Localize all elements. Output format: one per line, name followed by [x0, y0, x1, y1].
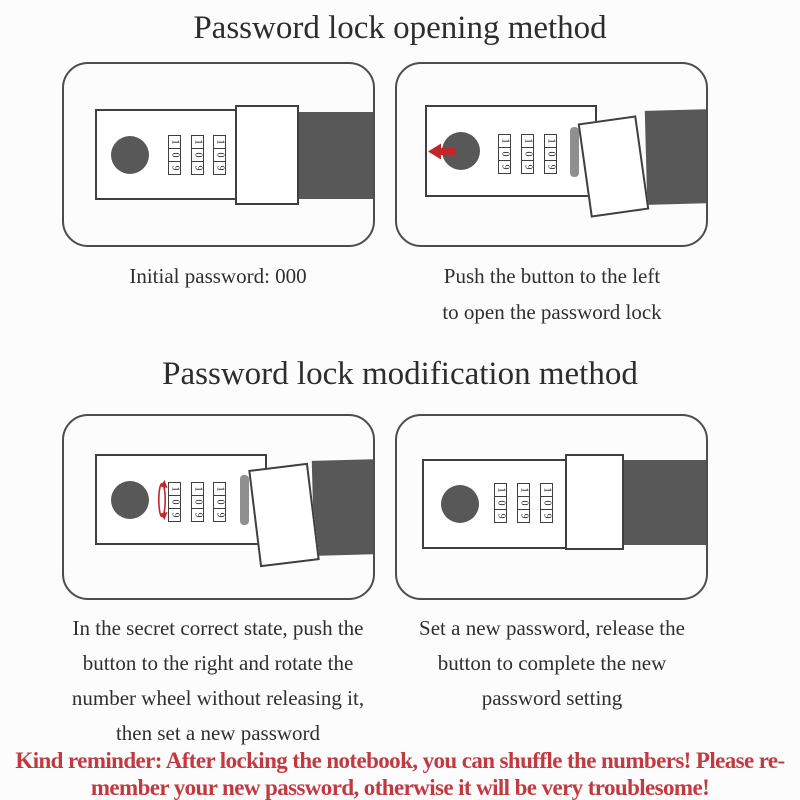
number-wheel	[517, 483, 530, 523]
caption-push-left	[382, 258, 722, 330]
figure-panel-new-password	[395, 414, 708, 600]
wheel-digit-cell: 9	[169, 512, 180, 518]
figure-panel-initial-password	[62, 62, 375, 247]
caption-line: to open the password lock	[442, 300, 662, 324]
wheel-digit-cell: 0	[499, 148, 510, 161]
figure-panel-rotate-wheel	[62, 414, 375, 600]
push-button	[441, 485, 479, 523]
wheel-digit-cell: 0	[192, 496, 203, 509]
wheel-digit-cell: 1	[541, 484, 552, 497]
wheel-digit-cell: 9	[545, 164, 556, 170]
lock-clasp	[565, 454, 624, 550]
wheel-digit-cell: 1	[499, 135, 510, 148]
wheel-digit-cell: 1	[169, 483, 180, 496]
wheel-digit-cell: 0	[214, 149, 225, 162]
wheel-digit-cell: 9	[495, 513, 506, 519]
wheel-digit-cell: 1	[214, 483, 225, 496]
lock-clasp	[235, 105, 299, 205]
clasp-slot	[240, 475, 249, 525]
wheel-digit-cell: 9	[499, 164, 510, 170]
wheel-digit-cell: 9	[518, 513, 529, 519]
wheel-digit-cell: 0	[541, 497, 552, 510]
push-button	[111, 481, 149, 519]
wheel-digit-cell: 9	[169, 165, 180, 171]
caption-line: Push the button to the left	[443, 264, 661, 288]
number-wheel	[494, 483, 507, 523]
wheel-digit-cell: 9	[522, 164, 533, 170]
number-wheel	[168, 482, 181, 522]
page-title-opening: Password lock opening method	[193, 10, 607, 46]
caption-line: password setting	[481, 686, 623, 710]
caption-initial-password	[48, 258, 388, 294]
page-title-modification: Password lock modification method	[162, 356, 638, 392]
caption-line: then set a new password	[115, 721, 321, 745]
caption-line: button to complete the new	[437, 651, 667, 675]
caption-rotate-wheel	[48, 611, 388, 751]
number-wheel	[213, 482, 226, 522]
number-wheel	[544, 134, 557, 174]
wheel-digit-cell: 1	[518, 484, 529, 497]
wheel-digit-cell: 0	[192, 149, 203, 162]
caption-line: number wheel without releasing it,	[71, 686, 365, 710]
wheel-digit-cell: 1	[214, 136, 225, 149]
wheel-digit-cell: 1	[522, 135, 533, 148]
figure-panel-push-left	[395, 62, 708, 247]
wheel-digit-cell: 0	[169, 496, 180, 509]
caption-line: In the secret correct state, push the	[72, 616, 364, 640]
left-arrow-icon	[428, 143, 455, 160]
wheel-digit-cell: 9	[541, 513, 552, 519]
wheel-digit-cell: 0	[214, 496, 225, 509]
wheel-digit-cell: 9	[192, 512, 203, 518]
push-button	[111, 136, 149, 174]
rotate-arrow-icon	[156, 480, 168, 520]
notebook-strap	[624, 460, 708, 545]
number-wheel	[498, 134, 511, 174]
notebook-strap	[312, 459, 375, 556]
wheel-digit-cell: 1	[495, 484, 506, 497]
wheel-digit-cell: 0	[522, 148, 533, 161]
wheel-digit-cell: 0	[495, 497, 506, 510]
open-clasp-flap	[578, 115, 650, 217]
wheel-digit-cell: 9	[192, 165, 203, 171]
reminder-line: Kind reminder: After locking the notebook, you can shuffle the numbers! Please re-	[15, 748, 785, 773]
wheel-digit-cell: 9	[214, 512, 225, 518]
wheel-digit-cell: 9	[214, 165, 225, 171]
wheel-digit-cell: 1	[192, 483, 203, 496]
wheel-digit-cell: 0	[169, 149, 180, 162]
kind-reminder	[0, 747, 800, 800]
open-clasp-flap	[248, 463, 319, 568]
wheel-digit-cell: 0	[545, 148, 556, 161]
caption-line: Set a new password, release the	[419, 616, 685, 640]
wheel-digit-cell: 1	[545, 135, 556, 148]
number-wheel	[213, 135, 226, 175]
caption-line: Initial password: 000	[129, 264, 307, 288]
wheel-digit-cell: 0	[518, 497, 529, 510]
number-wheel	[521, 134, 534, 174]
clasp-slot	[570, 127, 579, 177]
wheel-digit-cell: 1	[169, 136, 180, 149]
number-wheel	[540, 483, 553, 523]
number-wheel	[191, 482, 204, 522]
number-wheel	[168, 135, 181, 175]
caption-new-password	[382, 611, 722, 716]
wheel-digit-cell: 1	[192, 136, 203, 149]
number-wheel	[191, 135, 204, 175]
notebook-strap	[297, 112, 375, 199]
notebook-strap	[645, 109, 708, 205]
reminder-line: member your new password, otherwise it will be very troublesome!	[90, 775, 710, 800]
caption-line: button to the right and rotate the	[82, 651, 354, 675]
